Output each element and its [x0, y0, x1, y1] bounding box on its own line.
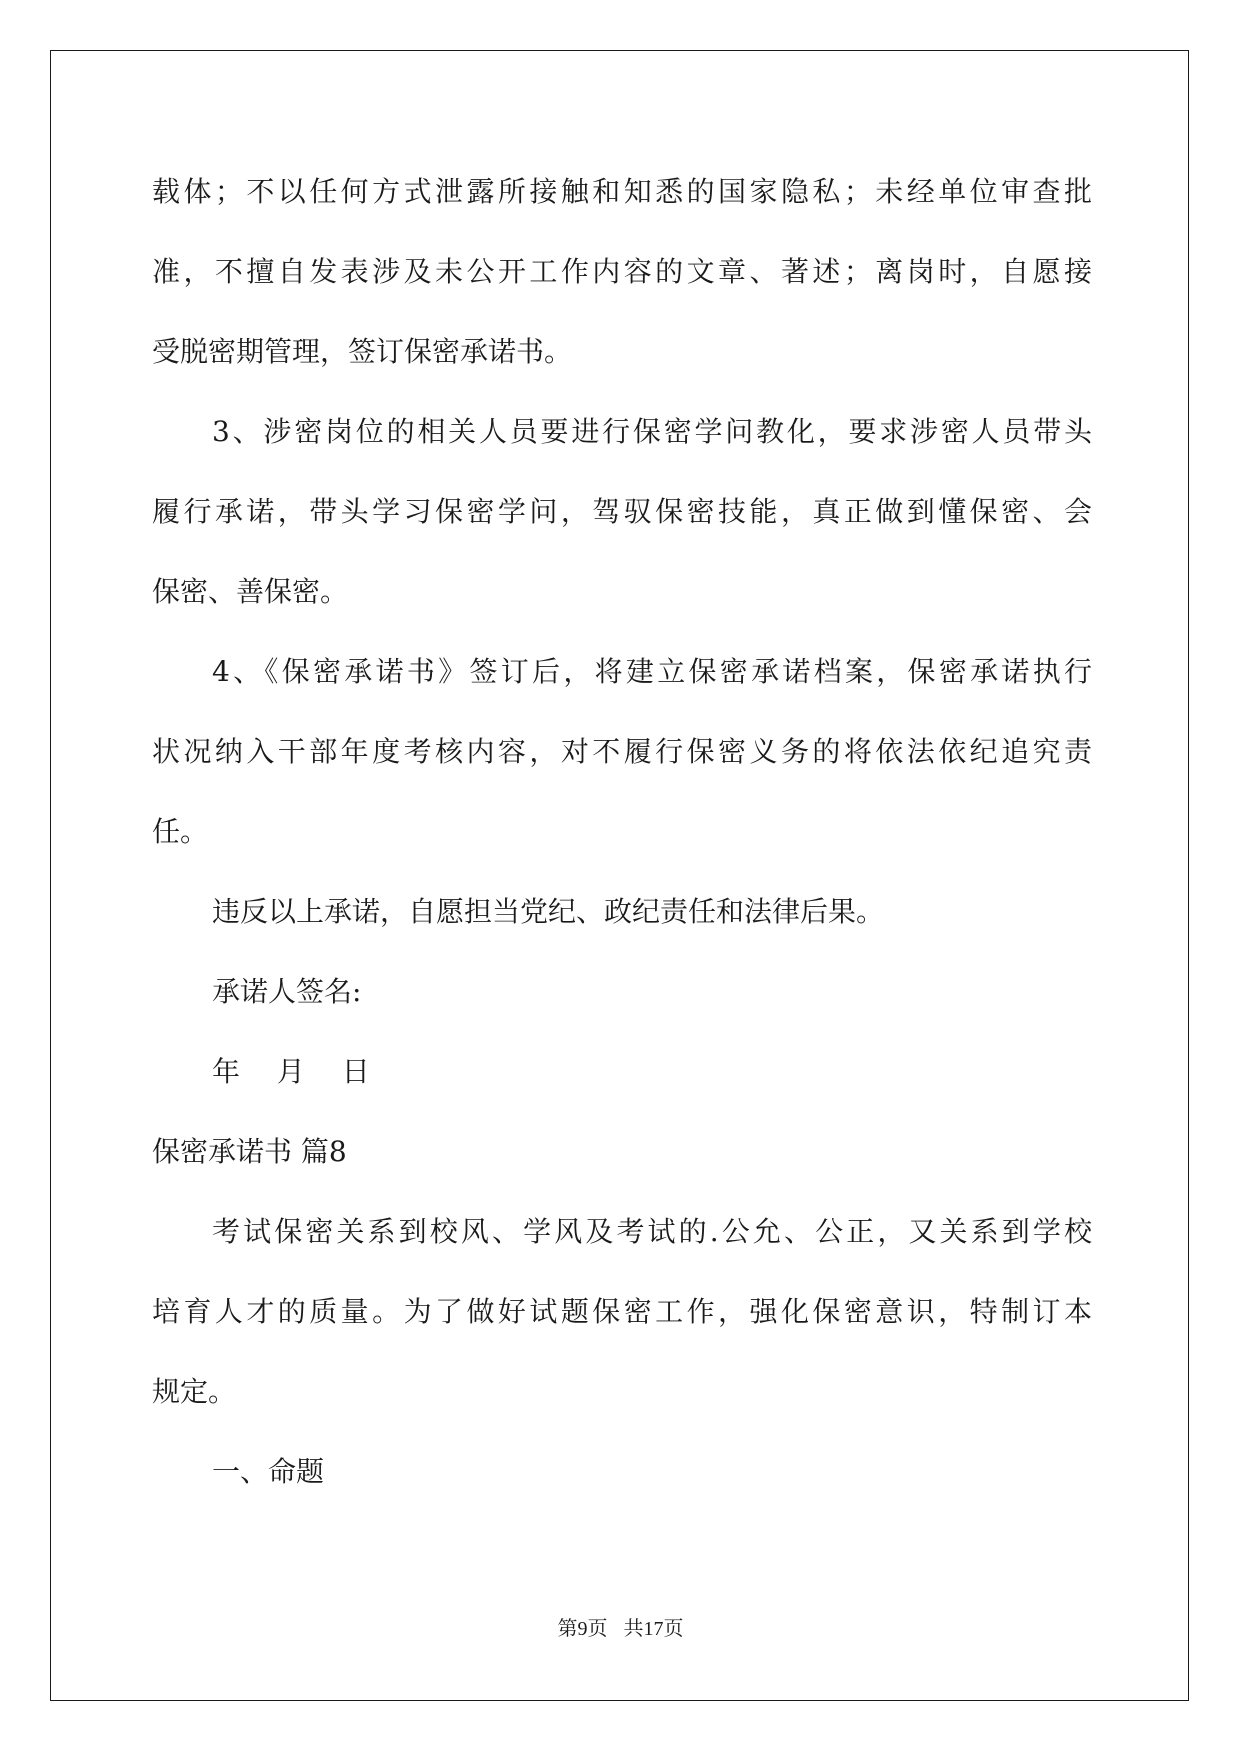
body-line: 保密、善保密。 — [152, 575, 349, 608]
body-line: 载体；不以任何方式泄露所接触和知悉的国家隐私；未经单位审查批 — [152, 175, 1092, 208]
body-line: 3、涉密岗位的相关人员要进行保密学问教化，要求涉密人员带头 — [212, 415, 1092, 448]
page-footer — [0, 1612, 1241, 1641]
body-line: 考试保密关系到校风、学风及考试的.公允、公正，又关系到学校 — [212, 1215, 1092, 1248]
page-number: 第9页 — [557, 1618, 608, 1640]
body-line: 培育人才的质量。为了做好试题保密工作，强化保密意识，特制订本 — [152, 1295, 1092, 1328]
body-line: 违反以上承诺，自愿担当党纪、政纪责任和法律后果。 — [212, 895, 885, 928]
signature-label: 承诺人签名: — [212, 975, 362, 1008]
body-line: 履行承诺，带头学习保密学问，驾驭保密技能，真正做到懂保密、会 — [152, 495, 1092, 528]
body-line: 受脱密期管理，签订保密承诺书。 — [152, 335, 573, 368]
section-heading: 保密承诺书 篇8 — [152, 1135, 347, 1168]
body-line: 状况纳入干部年度考核内容，对不履行保密义务的将依法依纪追究责 — [152, 735, 1092, 768]
body-line: 4、《保密承诺书》签订后，将建立保密承诺档案，保密承诺执行 — [212, 655, 1092, 688]
subsection-heading: 一、命题 — [212, 1455, 325, 1488]
page-total: 共17页 — [623, 1618, 684, 1640]
body-line: 任。 — [152, 815, 209, 848]
body-line: 准，不擅自发表涉及未公开工作内容的文章、著述；离岗时，自愿接 — [152, 255, 1092, 288]
date-line: 年 月 日 — [212, 1055, 370, 1088]
body-line: 规定。 — [152, 1375, 237, 1408]
